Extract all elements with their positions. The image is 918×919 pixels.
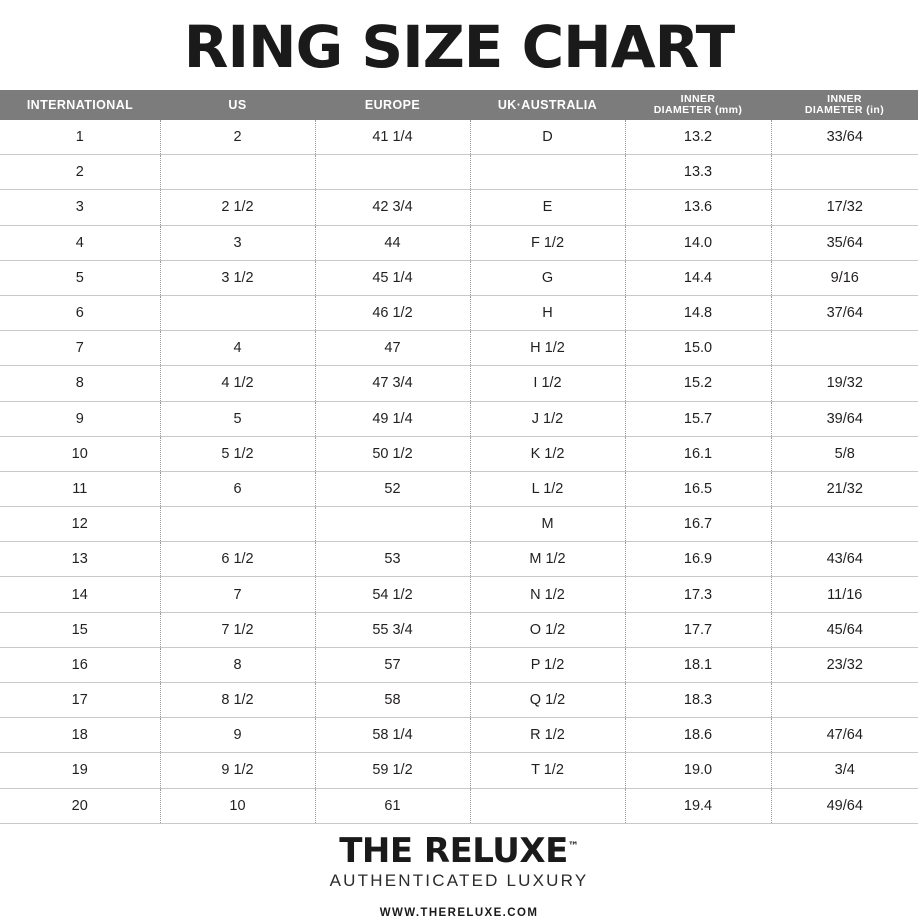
table-row <box>0 788 918 823</box>
brand-logo <box>339 830 579 871</box>
cell-us: 6 <box>160 471 315 506</box>
cell-europe: 47 3/4 <box>315 366 470 401</box>
page-title: RING SIZE CHART <box>183 13 735 81</box>
cell-inner-diameter-mm: 15.7 <box>625 401 771 436</box>
brand-website: WWW.THERELUXE.COM <box>379 906 539 919</box>
cell-us: 2 1/2 <box>160 190 315 225</box>
cell-inner-diameter-mm: 16.9 <box>625 542 771 577</box>
cell-us: 7 1/2 <box>160 612 315 647</box>
table-row <box>0 577 918 612</box>
cell-uk-australia: M <box>470 507 625 542</box>
column-header-uk-australia <box>470 90 625 120</box>
cell-uk-australia: J 1/2 <box>470 401 625 436</box>
cell-inner-diameter-in <box>771 331 918 366</box>
table-row <box>0 542 918 577</box>
cell-inner-diameter-in: 43/64 <box>771 542 918 577</box>
cell-europe: 45 1/4 <box>315 260 470 295</box>
column-header-international-label: INTERNATIONAL <box>26 98 134 112</box>
cell-europe: 54 1/2 <box>315 577 470 612</box>
cell-europe: 53 <box>315 542 470 577</box>
cell-inner-diameter-in: 9/16 <box>771 260 918 295</box>
table-row <box>0 260 918 295</box>
cell-international: 17 <box>0 683 160 718</box>
cell-inner-diameter-mm: 14.4 <box>625 260 771 295</box>
cell-uk-australia: K 1/2 <box>470 436 625 471</box>
cell-uk-australia: L 1/2 <box>470 471 625 506</box>
column-header-inner-diameter-mm-label: INNER <box>680 92 716 105</box>
table-header-row <box>0 90 918 120</box>
column-header-uk-australia-label: UK·AUSTRALIA <box>497 98 598 112</box>
cell-inner-diameter-in <box>771 683 918 718</box>
cell-uk-australia: Q 1/2 <box>470 683 625 718</box>
cell-uk-australia: I 1/2 <box>470 366 625 401</box>
column-header-europe-label: EUROPE <box>364 98 421 112</box>
table-row <box>0 401 918 436</box>
cell-uk-australia: H 1/2 <box>470 331 625 366</box>
cell-us: 4 1/2 <box>160 366 315 401</box>
cell-us: 9 1/2 <box>160 753 315 788</box>
column-header-inner-diameter-in-sublabel: DIAMETER (in) <box>804 104 885 116</box>
cell-inner-diameter-mm: 16.1 <box>625 436 771 471</box>
cell-inner-diameter-mm: 16.5 <box>625 471 771 506</box>
cell-europe: 52 <box>315 471 470 506</box>
cell-international: 19 <box>0 753 160 788</box>
cell-inner-diameter-in: 5/8 <box>771 436 918 471</box>
cell-international: 12 <box>0 507 160 542</box>
cell-international: 14 <box>0 577 160 612</box>
cell-inner-diameter-in <box>771 155 918 190</box>
cell-europe: 42 3/4 <box>315 190 470 225</box>
cell-europe: 58 <box>315 683 470 718</box>
cell-us: 9 <box>160 718 315 753</box>
cell-inner-diameter-in: 21/32 <box>771 471 918 506</box>
cell-europe: 61 <box>315 788 470 823</box>
cell-uk-australia: R 1/2 <box>470 718 625 753</box>
cell-uk-australia: M 1/2 <box>470 542 625 577</box>
cell-uk-australia: O 1/2 <box>470 612 625 647</box>
cell-uk-australia: F 1/2 <box>470 225 625 260</box>
cell-inner-diameter-in: 33/64 <box>771 120 918 155</box>
cell-europe: 57 <box>315 647 470 682</box>
cell-uk-australia <box>470 155 625 190</box>
column-header-inner-diameter-mm-sublabel: DIAMETER (mm) <box>653 104 743 116</box>
cell-inner-diameter-in: 49/64 <box>771 788 918 823</box>
cell-europe: 55 3/4 <box>315 612 470 647</box>
cell-inner-diameter-in <box>771 507 918 542</box>
trademark-symbol: ™ <box>567 839 579 853</box>
cell-us: 3 1/2 <box>160 260 315 295</box>
cell-inner-diameter-mm: 16.7 <box>625 507 771 542</box>
cell-inner-diameter-mm: 15.2 <box>625 366 771 401</box>
cell-inner-diameter-in: 47/64 <box>771 718 918 753</box>
cell-inner-diameter-in: 23/32 <box>771 647 918 682</box>
cell-inner-diameter-in: 17/32 <box>771 190 918 225</box>
cell-international: 10 <box>0 436 160 471</box>
cell-inner-diameter-mm: 18.1 <box>625 647 771 682</box>
cell-uk-australia: D <box>470 120 625 155</box>
cell-europe: 41 1/4 <box>315 120 470 155</box>
cell-inner-diameter-mm: 19.0 <box>625 753 771 788</box>
table-row <box>0 190 918 225</box>
cell-inner-diameter-mm: 13.3 <box>625 155 771 190</box>
table-row <box>0 366 918 401</box>
cell-us: 4 <box>160 331 315 366</box>
cell-inner-diameter-mm: 13.6 <box>625 190 771 225</box>
brand-tagline: AUTHENTICATED LUXURY <box>329 870 589 890</box>
cell-international: 4 <box>0 225 160 260</box>
cell-inner-diameter-mm: 17.7 <box>625 612 771 647</box>
cell-us: 5 <box>160 401 315 436</box>
cell-europe: 44 <box>315 225 470 260</box>
cell-uk-australia: T 1/2 <box>470 753 625 788</box>
column-header-europe <box>315 90 470 120</box>
table-row <box>0 155 918 190</box>
cell-us: 5 1/2 <box>160 436 315 471</box>
cell-europe: 50 1/2 <box>315 436 470 471</box>
cell-international: 7 <box>0 331 160 366</box>
table-body <box>0 120 918 823</box>
cell-international: 13 <box>0 542 160 577</box>
table-row <box>0 331 918 366</box>
column-header-international <box>0 90 160 120</box>
cell-inner-diameter-mm: 17.3 <box>625 577 771 612</box>
cell-us <box>160 295 315 330</box>
cell-inner-diameter-mm: 15.0 <box>625 331 771 366</box>
table-row <box>0 718 918 753</box>
cell-europe: 49 1/4 <box>315 401 470 436</box>
cell-international: 2 <box>0 155 160 190</box>
cell-inner-diameter-mm: 18.3 <box>625 683 771 718</box>
cell-international: 11 <box>0 471 160 506</box>
cell-international: 8 <box>0 366 160 401</box>
footer <box>0 824 918 919</box>
table-row <box>0 471 918 506</box>
cell-international: 1 <box>0 120 160 155</box>
table-row <box>0 295 918 330</box>
cell-us <box>160 507 315 542</box>
cell-us: 3 <box>160 225 315 260</box>
table-row <box>0 507 918 542</box>
table-row <box>0 436 918 471</box>
column-header-inner-diameter-in <box>771 90 918 120</box>
cell-uk-australia: G <box>470 260 625 295</box>
column-header-inner-diameter-in-label: INNER <box>827 92 862 105</box>
cell-inner-diameter-in: 19/32 <box>771 366 918 401</box>
cell-inner-diameter-in: 37/64 <box>771 295 918 330</box>
table-row <box>0 120 918 155</box>
cell-us: 7 <box>160 577 315 612</box>
column-header-us-label: US <box>228 98 247 112</box>
cell-inner-diameter-mm: 18.6 <box>625 718 771 753</box>
cell-us: 6 1/2 <box>160 542 315 577</box>
column-header-us <box>160 90 315 120</box>
cell-international: 9 <box>0 401 160 436</box>
cell-us: 10 <box>160 788 315 823</box>
cell-europe <box>315 507 470 542</box>
cell-inner-diameter-in: 45/64 <box>771 612 918 647</box>
cell-inner-diameter-mm: 19.4 <box>625 788 771 823</box>
cell-inner-diameter-in: 11/16 <box>771 577 918 612</box>
cell-europe <box>315 155 470 190</box>
cell-international: 3 <box>0 190 160 225</box>
cell-uk-australia: N 1/2 <box>470 577 625 612</box>
cell-us <box>160 155 315 190</box>
cell-international: 16 <box>0 647 160 682</box>
cell-inner-diameter-in: 3/4 <box>771 753 918 788</box>
cell-inner-diameter-in: 35/64 <box>771 225 918 260</box>
cell-inner-diameter-mm: 13.2 <box>625 120 771 155</box>
cell-europe: 59 1/2 <box>315 753 470 788</box>
column-header-inner-diameter-mm <box>625 90 771 120</box>
cell-international: 6 <box>0 295 160 330</box>
ring-size-table <box>0 90 918 824</box>
cell-international: 18 <box>0 718 160 753</box>
cell-europe: 47 <box>315 331 470 366</box>
cell-europe: 46 1/2 <box>315 295 470 330</box>
cell-international: 20 <box>0 788 160 823</box>
table-row <box>0 753 918 788</box>
table-row <box>0 612 918 647</box>
table-row <box>0 683 918 718</box>
brand-name: THE RELUXE <box>339 830 568 871</box>
cell-international: 5 <box>0 260 160 295</box>
cell-uk-australia: P 1/2 <box>470 647 625 682</box>
cell-inner-diameter-in: 39/64 <box>771 401 918 436</box>
cell-us: 8 <box>160 647 315 682</box>
cell-us: 8 1/2 <box>160 683 315 718</box>
table-row <box>0 647 918 682</box>
table-row <box>0 225 918 260</box>
cell-inner-diameter-mm: 14.8 <box>625 295 771 330</box>
cell-international: 15 <box>0 612 160 647</box>
cell-us: 2 <box>160 120 315 155</box>
cell-uk-australia: E <box>470 190 625 225</box>
cell-europe: 58 1/4 <box>315 718 470 753</box>
cell-uk-australia: H <box>470 295 625 330</box>
cell-inner-diameter-mm: 14.0 <box>625 225 771 260</box>
cell-uk-australia <box>470 788 625 823</box>
